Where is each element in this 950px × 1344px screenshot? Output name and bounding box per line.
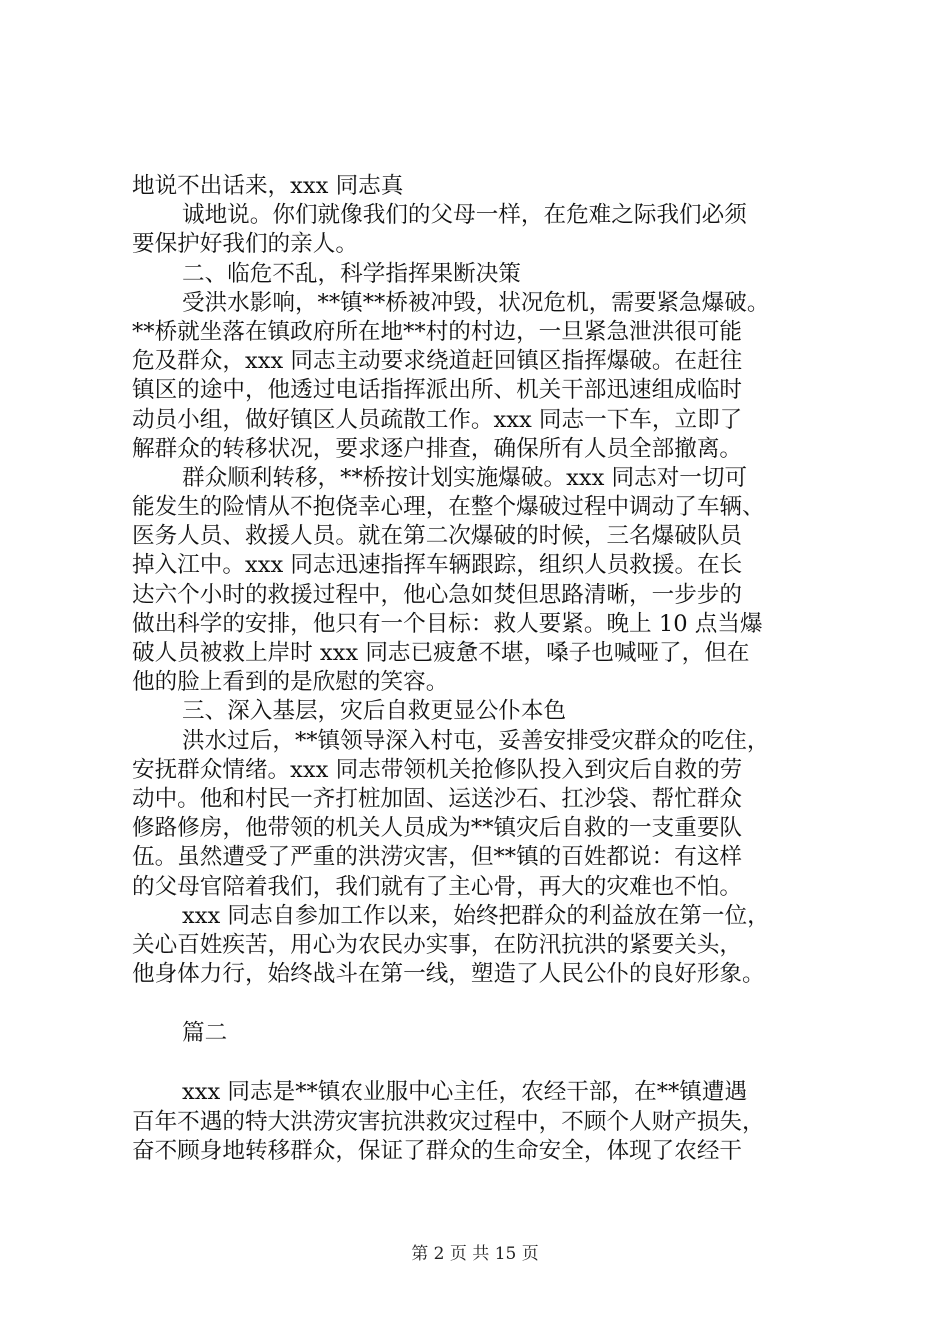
page-number-footer: 第 2 页 共 15 页	[411, 1244, 539, 1264]
text-line: xxx 同志是**镇农业服中心主任，农经干部，在**镇遭遇	[182, 1079, 748, 1106]
text-line: xxx 同志自参加工作以来，始终把群众的利益放在第一位，	[182, 902, 770, 929]
text-line: 能发生的险情从不抱侥幸心理，在整个爆破过程中调动了车辆、	[132, 494, 765, 521]
section-heading: 三、深入基层，灾后自救更显公仆本色	[182, 698, 567, 725]
text-line: 地说不出话来，xxx 同志真	[132, 173, 404, 199]
text-line: 动中。他和村民一齐打桩加固、运送沙石、扛沙袋、帮忙群众	[132, 785, 743, 812]
text-line: 掉入江中。xxx 同志迅速指挥车辆跟踪，组织人员救援。在长	[132, 552, 743, 579]
text-line: 达六个小时的救援过程中，他心急如焚但思路清晰，一步步的	[132, 581, 743, 608]
paragraph-spacer	[132, 989, 832, 1019]
text-line: 他的脸上看到的是欣慰的笑容。	[132, 669, 449, 696]
text-line: 做出科学的安排，他只有一个目标：救人要紧。晚上 10 点当爆	[132, 610, 763, 637]
text-line: 要保护好我们的亲人。	[132, 231, 358, 258]
text-line: 关心百姓疾苦，用心为农民办实事，在防汛抗洪的紧要关头，	[132, 931, 743, 958]
text-line: 安抚群众情绪。xxx 同志带领机关抢修队投入到灾后自救的劳	[132, 756, 743, 783]
text-line: 解群众的转移状况，要求逐户排查，确保所有人员全部撤离。	[132, 435, 743, 462]
text-line: 破人员被救上岸时 xxx 同志已疲惫不堪，嗓子也喊哑了，但在	[132, 640, 750, 666]
section-heading: 二、临危不乱，科学指挥果断决策	[182, 260, 521, 287]
text-line: 诚地说。你们就像我们的父母一样，在危难之际我们必须	[182, 202, 747, 229]
text-line: 奋不顾身地转移群众，保证了群众的生命安全，体现了农经干	[132, 1137, 743, 1164]
text-line: 的父母官陪着我们，我们就有了主心骨，再大的灾难也不怕。	[132, 873, 743, 900]
text-line: 他身体力行，始终战斗在第一线，塑造了人民公仆的良好形象。	[132, 961, 765, 988]
text-line: **桥就坐落在镇政府所在地**村的村边，一旦紧急泄洪很可能	[132, 318, 743, 345]
text-line: 群众顺利转移，**桥按计划实施爆破。xxx 同志对一切可	[182, 464, 748, 491]
text-line: 动员小组，做好镇区人员疏散工作。xxx 同志一下车，立即了	[132, 406, 743, 433]
text-line: 危及群众，xxx 同志主动要求绕道赶回镇区指挥爆破。在赶往	[132, 348, 743, 375]
section-title: 篇二	[182, 1020, 228, 1047]
document-body	[132, 172, 832, 1166]
text-line: 镇区的途中，他透过电话指挥派出所、机关干部迅速组成临时	[132, 377, 743, 404]
text-line: 伍。虽然遭受了严重的洪涝灾害，但**镇的百姓都说：有这样	[132, 844, 743, 871]
text-line: 医务人员、救援人员。就在第二次爆破的时候，三名爆破队员	[132, 523, 743, 550]
text-line: 受洪水影响，**镇**桥被冲毁，状况危机，需要紧急爆破。	[182, 289, 770, 316]
text-line: 洪水过后，**镇领导深入村屯，妥善安排受灾群众的吃住，	[182, 727, 770, 754]
paragraph-spacer	[132, 1048, 832, 1078]
text-line: 百年不遇的特大洪涝灾害抗洪救灾过程中，不顾个人财产损失，	[132, 1108, 765, 1135]
text-line: 修路修房，他带领的机关人员成为**镇灾后自救的一支重要队	[132, 815, 743, 842]
